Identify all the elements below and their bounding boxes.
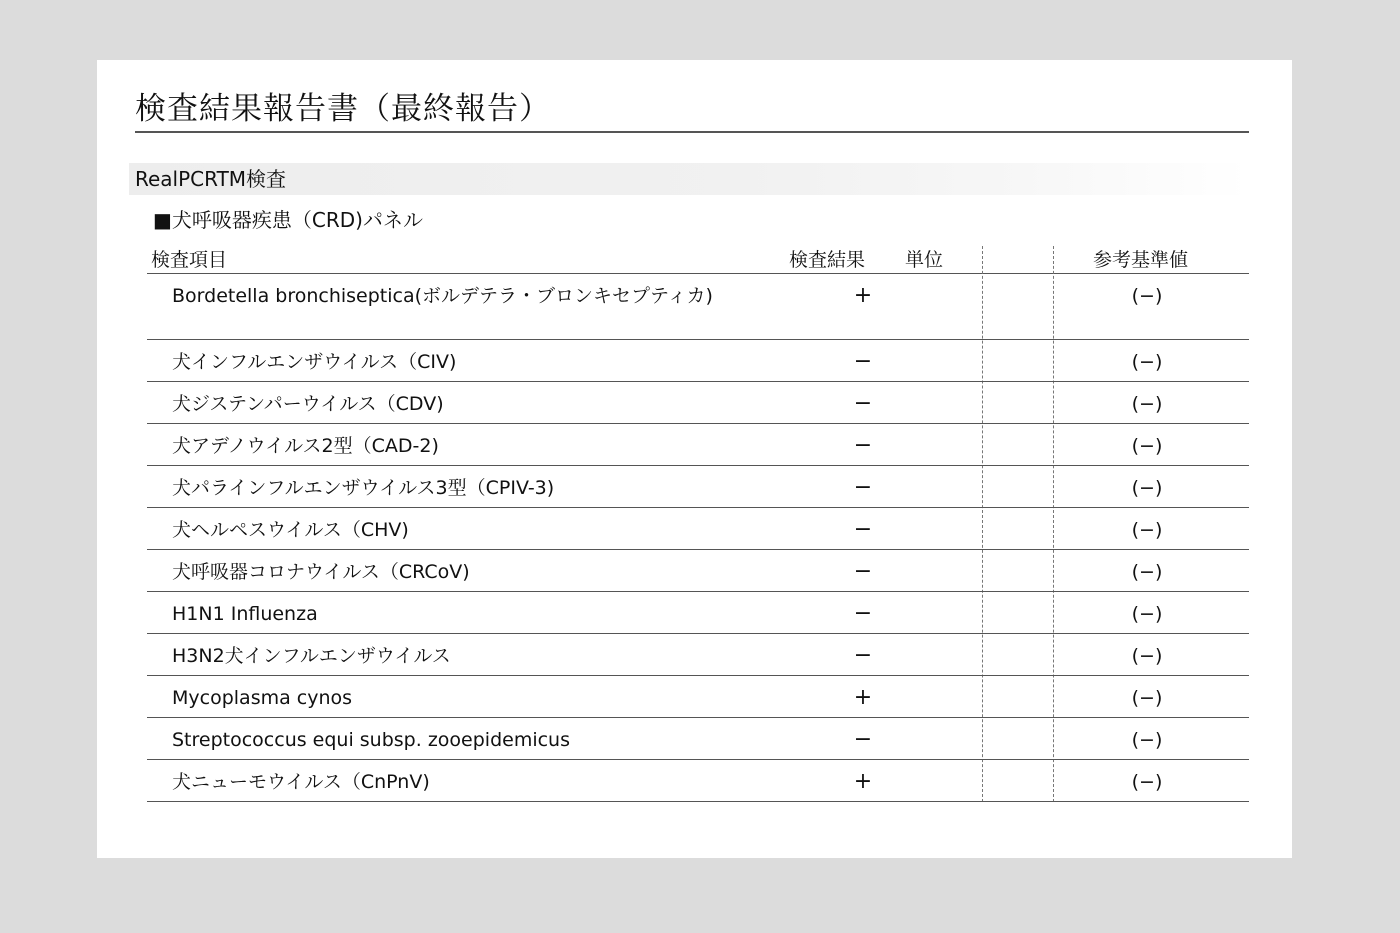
reference-value: (−) [1131, 435, 1163, 457]
test-item-name: 犬インフルエンザウイルス（CIV) [172, 351, 457, 373]
test-item-name: 犬パラインフルエンザウイルス3型（CPIV-3) [172, 477, 555, 499]
test-item-name: H3N2犬インフルエンザウイルス [172, 645, 451, 667]
column-header-unit: 単位 [905, 249, 944, 271]
test-result: + [853, 769, 873, 794]
table-row [147, 340, 1249, 382]
test-item-name: H1N1 Influenza [172, 603, 318, 625]
reference-value: (−) [1131, 285, 1163, 307]
report-sheet [97, 60, 1292, 858]
column-header-item: 検査項目 [151, 249, 228, 271]
reference-value: (−) [1131, 519, 1163, 541]
report-title: 検査結果報告書（最終報告） [135, 88, 1249, 133]
table-row [147, 274, 1249, 340]
table-row [147, 718, 1249, 760]
test-result: − [853, 727, 873, 752]
test-result: − [853, 643, 873, 668]
test-result: − [853, 391, 873, 416]
table-row [147, 424, 1249, 466]
test-item-name: Bordetella bronchiseptica(ボルデテラ・ブロンキセプティカ) [172, 285, 713, 307]
test-item-name: 犬ニューモウイルス（CnPnV) [172, 771, 430, 793]
reference-value: (−) [1131, 729, 1163, 751]
table-row [147, 550, 1249, 592]
reference-value: (−) [1131, 393, 1163, 415]
test-result: + [853, 283, 873, 308]
reference-value: (−) [1131, 351, 1163, 373]
test-result: − [853, 559, 873, 584]
test-item-name: 犬ヘルペスウイルス（CHV) [172, 519, 409, 541]
test-item-name: 犬ジステンパーウイルス（CDV) [172, 393, 444, 415]
section-header [129, 163, 1249, 195]
test-result: − [853, 349, 873, 374]
test-item-name: 犬呼吸器コロナウイルス（CRCoV) [172, 561, 470, 583]
test-item-name: Streptococcus equi subsp. zooepidemicus [172, 729, 570, 751]
test-result: − [853, 475, 873, 500]
test-result: − [853, 517, 873, 542]
table-header [147, 246, 1249, 274]
test-item-name: Mycoplasma cynos [172, 687, 353, 709]
reference-value: (−) [1131, 603, 1163, 625]
reference-value: (−) [1131, 477, 1163, 499]
reference-value: (−) [1131, 687, 1163, 709]
reference-value: (−) [1131, 561, 1163, 583]
test-item-name: 犬アデノウイルス2型（CAD-2) [172, 435, 439, 457]
reference-value: (−) [1131, 645, 1163, 667]
column-header-reference: 参考基準値 [1093, 249, 1189, 271]
section-title: RealPCRTM検査 [135, 167, 287, 191]
test-result: − [853, 433, 873, 458]
table-row [147, 676, 1249, 718]
table-row [147, 508, 1249, 550]
table-row [147, 382, 1249, 424]
panel-title: ■犬呼吸器疾患（CRD)パネル [153, 208, 423, 232]
reference-value: (−) [1131, 771, 1163, 793]
table-row [147, 634, 1249, 676]
column-header-result: 検査結果 [789, 249, 866, 271]
test-result: − [853, 601, 873, 626]
results-table-body [147, 274, 1249, 802]
table-row [147, 466, 1249, 508]
table-row [147, 760, 1249, 802]
table-row [147, 592, 1249, 634]
test-result: + [853, 685, 873, 710]
